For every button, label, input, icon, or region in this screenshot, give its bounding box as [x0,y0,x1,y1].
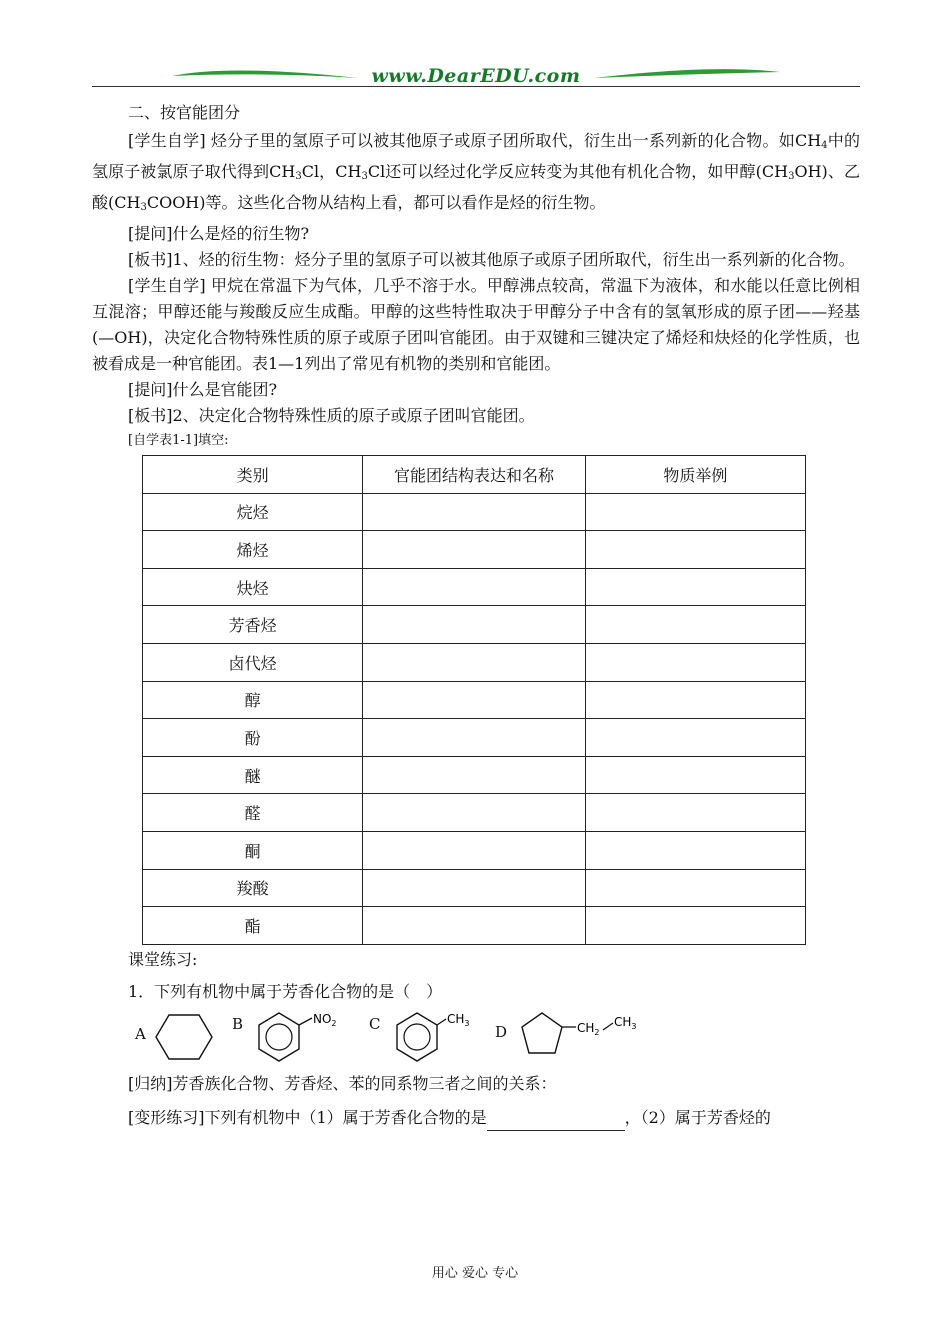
blank-cell[interactable] [585,794,805,832]
table-header-row [143,456,806,494]
table-row [143,493,806,531]
category-cell: 酚 [143,719,363,757]
blank-cell[interactable] [363,568,585,606]
blank-cell[interactable] [585,568,805,606]
header-example: 物质举例 [585,456,805,494]
table-caption: [自学表1-1]填空: [128,433,229,448]
blank-cell[interactable] [363,831,585,869]
para1-text: Cl，CH [301,162,362,181]
functional-group-table [142,455,806,945]
category-cell: 芳香烃 [143,606,363,644]
category-cell: 酮 [143,831,363,869]
page-header [92,62,860,92]
blank-cell[interactable] [585,756,805,794]
blank-cell[interactable] [363,643,585,681]
page-footer: 用心 爱心 专心 [431,1266,519,1281]
blank-cell[interactable] [585,643,805,681]
blank-cell[interactable] [363,719,585,757]
blank-cell[interactable] [363,531,585,569]
header-category: 类别 [143,456,363,494]
paragraph-self-study-2: [学生自学] 甲烷在常温下为气体，几乎不溶于水。甲醇沸点较高，常温下为液体，和水能以任意比例相互混溶；甲醇还能与羧酸反应生成酯。甲醇的这些特性取决于甲醇分子中含有的氢氧形成的原子团——羟基(—OH)，决定化合物特殊性质的原子或原子团叫官能团。由于双键和三键决定了烯烃和炔烃的化学性质，也被看成是一种官能团。表1—1列出了常见有机物的类别和官能团。 [92,276,860,373]
table-row [143,568,806,606]
category-cell: 酯 [143,907,363,945]
table-row [143,643,806,681]
category-cell: 卤代烃 [143,643,363,681]
molecule-options [92,1009,860,1065]
blank-cell[interactable] [585,493,805,531]
board-note-1: [板书]1、烃的衍生物：烃分子里的氢原子可以被其他原子或原子团所取代，衍生出一系列新的化合物。 [128,250,855,269]
blank-cell[interactable] [585,831,805,869]
blank-cell[interactable] [585,531,805,569]
blank-cell[interactable] [585,719,805,757]
blank-cell[interactable] [363,681,585,719]
ethyl-group-label: $CH_2$ [577,1020,600,1037]
blank-cell[interactable] [585,681,805,719]
table-row [143,794,806,832]
table-row [143,831,806,869]
para1-text: Cl还可以经过化学反应转变为其他有机化合物，如甲醇(CH [367,162,789,181]
variant-text-2: ，（2）属于芳香烃的 [624,1107,771,1127]
section-title: 二、按官能团分 [128,103,241,122]
para1-text: 中的氢原子被氯原子取代得到CH [92,131,860,181]
site-brand[interactable]: www.DearEDU.com [371,65,581,87]
subscript: 4 [821,140,828,151]
table-row [143,531,806,569]
blank-cell[interactable] [363,493,585,531]
blank-cell[interactable] [363,869,585,907]
para1-tail: COOH)等。这些化合物从结构上看，都可以看作是烃的衍生物。 [146,193,606,212]
summary-note: [归纳]芳香族化合物、芳香烃、苯的同系物三者之间的关系： [128,1073,557,1093]
category-cell: 炔烃 [143,568,363,606]
question-functional-group: [提问]什么是官能团? [128,380,278,399]
blank-cell[interactable] [363,907,585,945]
methyl-group-label: $CH_3$ [447,1011,470,1028]
option-a-label[interactable]: A [135,1024,146,1043]
subscript: 3 [140,202,147,213]
subscript: 3 [788,171,795,182]
answer-blank[interactable] [487,1112,625,1131]
board-note-2: [板书]2、决定化合物特殊性质的原子或原子团叫官能团。 [128,406,535,425]
question-derivative: [提问]什么是烃的衍生物? [128,224,310,243]
ethyl-terminal-label: $CH_3$ [614,1014,637,1031]
variant-text-1: [变形练习]下列有机物中（1）属于芳香化合物的是 [128,1107,487,1127]
option-c-label[interactable]: C [369,1014,381,1033]
table-row [143,907,806,945]
variant-exercise [92,1105,860,1131]
nitro-group-label: $NO_2$ [313,1011,337,1028]
toluene-structure [392,1009,502,1065]
category-cell: 醚 [143,756,363,794]
blank-cell[interactable] [585,907,805,945]
practice-title: 课堂练习: [128,949,198,969]
paragraph-self-study-1 [92,128,860,221]
document-body [92,100,860,1131]
subscript: 3 [295,171,302,182]
ethylcyclopentane-structure [518,1009,658,1065]
option-b-label[interactable]: B [232,1014,244,1033]
header-functional-group: 官能团结构表达和名称 [363,456,585,494]
para1-text: OH)、乙酸(CH [92,162,860,212]
category-cell: 烷烃 [143,493,363,531]
cyclohexane-structure [154,1009,214,1065]
category-cell: 烯烃 [143,531,363,569]
blank-cell[interactable] [585,606,805,644]
option-d-label[interactable]: D [495,1022,508,1041]
table-row [143,869,806,907]
table-row [143,719,806,757]
category-cell: 醛 [143,794,363,832]
blank-cell[interactable] [363,794,585,832]
para1-lead: [学生自学] 烃分子里的氢原子可以被其他原子或原子团所取代，衍生出一系列新的化合物。如CH [128,131,822,150]
practice-question-1: 1．下列有机物中属于芳香化合物的是（ ） [128,981,443,1001]
category-cell: 醇 [143,681,363,719]
blank-cell[interactable] [585,869,805,907]
blank-cell[interactable] [363,756,585,794]
category-cell: 羧酸 [143,869,363,907]
table-row [143,606,806,644]
header-rule [92,86,860,87]
nitrobenzene-structure [254,1009,364,1065]
table-row [143,756,806,794]
table-row [143,681,806,719]
subscript: 3 [361,171,368,182]
blank-cell[interactable] [363,606,585,644]
